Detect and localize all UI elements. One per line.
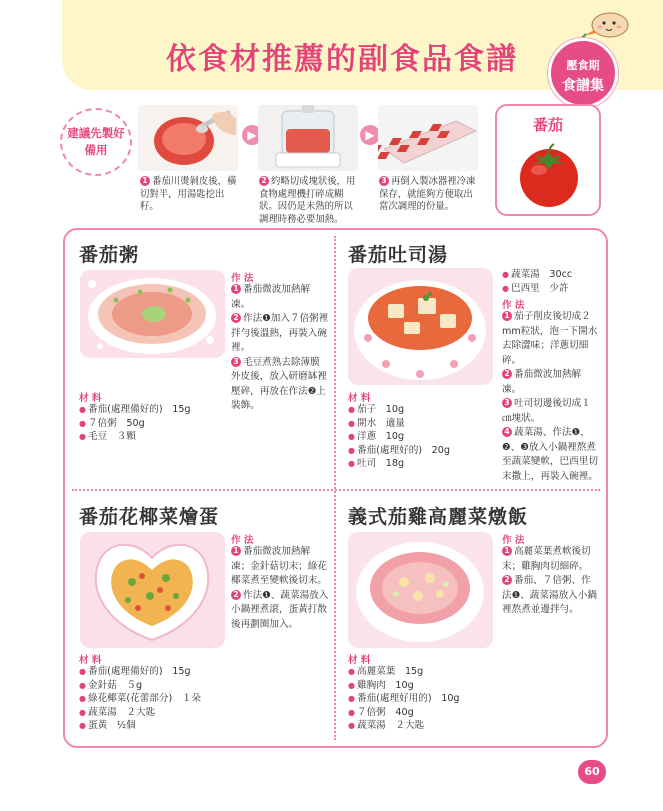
list-item: ● 金針菇 ５g [79,679,201,693]
recipe-title-tomato-toast-soup: 番茄吐司湯 [348,244,449,266]
recipe-steps [502,545,600,618]
step-number: 3 [231,357,241,367]
recipe-step [231,545,329,589]
step-number: 1 [502,311,512,321]
page-number: 60 [578,760,606,784]
recipe-title-tomato-porridge: 番茄粥 [79,244,140,266]
list-item: ● 洋蔥 10g [348,430,450,444]
step-text: 番茄、７倍粥、作法❶、蔬菜湯放入小鍋裡熬煮並邊拌勻。 [502,575,597,615]
recipe-title-tomato-broccoli-egg: 番茄花椰菜燴蛋 [79,506,220,528]
tomato-icon [513,138,585,210]
divider [334,236,336,740]
ingredients-label: 材 料 [79,393,102,404]
list-item: ● ７倍粥 50g [79,417,191,431]
list-item: ● 蔬菜湯 30cc [502,268,572,282]
prep-photo-ice-tray [378,105,478,171]
step-number: 3 [379,176,389,186]
recipe-step [502,426,600,484]
prep-ahead-tag: 建議先製好備用 [60,108,132,176]
recipe-step [502,545,600,574]
featured-ingredient-card [495,104,601,216]
arrow-right-icon: ▶ [242,125,262,145]
step-number: 2 [259,176,269,186]
recipe-step [502,574,600,618]
recipe-steps [231,283,329,414]
prep-photo-scoop [138,105,238,171]
dish-photo-tomato-toast-soup [348,268,493,385]
recipe-step [231,356,329,414]
step-text: 番茄微波加熱解凍。 [231,284,311,310]
list-item: ● 蔬菜湯 ２大匙 [79,706,201,720]
recipe-step [231,589,329,633]
prep-photo-processor [258,105,358,171]
prep-step-3-text: 再倒入製冰器裡冷凍保存，就能夠方便取出當次調理的份量。 [379,176,476,212]
ingredients-label: 材 料 [79,655,102,666]
divider [72,489,600,491]
mascot-illustration [580,8,634,40]
list-item: ● 番茄(處理備好的) 15g [79,665,201,679]
recipe-collection-badge [548,38,618,108]
step-number: 2 [231,590,241,600]
step-text: 作法❶、蔬菜湯放入小鍋裡煮滾，蛋黃打散後再劃圈加入。 [231,589,329,630]
step-number: 2 [231,313,241,323]
method-label: 作 法 [502,535,525,546]
list-item: ● 茄子 10g [348,403,450,417]
list-item: ● 番茄(處理好的) 20g [348,444,450,458]
step-text: 番茄微波加熱解凍；金針菇切末；綠花椰菜煮至變軟後切末。 [231,546,327,586]
dish-photo-italian-risotto [348,532,493,648]
recipe-step [502,368,600,397]
featured-ingredient-label: 番茄 [532,116,563,134]
recipe-steps [231,545,329,632]
method-label: 作 法 [231,535,254,546]
prep-step-2 [259,176,361,226]
list-item: ● 番茄(處理備好的) 15g [79,403,191,417]
top-ingredient-list [502,268,572,295]
prep-step-1-text: 番茄川燙剝皮後，橫切對半，用湯匙挖出籽。 [140,176,237,212]
step-number: 1 [231,284,241,294]
ingredient-list [79,665,201,733]
prep-step-1 [140,176,240,214]
recipe-step [231,312,329,356]
list-item: ● 吐司 18g [348,457,450,471]
method-label: 作 法 [502,300,525,311]
step-text: 茄子削皮後切成２mm粒狀，泡一下開水去除澀味；洋蔥切細碎。 [502,311,598,366]
step-number: 1 [231,546,241,556]
ingredient-list [79,403,191,444]
method-label: 作 法 [231,273,254,284]
step-text: 作法❶加入７倍粥裡拌勻後溫熱，再裝入碗裡。 [231,313,329,353]
page-title: 依食材推薦的副食品食譜 [166,42,518,77]
ingredients-label: 材 料 [348,655,371,666]
step-text: 吐司切邊後切成１㎝塊狀。 [502,398,591,424]
step-text: 番茄微波加熱解凍。 [502,369,582,395]
recipe-steps [502,310,600,484]
recipe-step [502,310,600,368]
list-item: ● 巴西里 少許 [502,282,572,296]
step-text: 蔬菜湯、作法❶、❷、❸放入小鍋裡熬煮至蔬菜變軟，巴西里切末撒上，再裝入碗裡。 [502,427,598,482]
dish-photo-tomato-porridge [80,270,225,358]
step-number: 4 [502,427,512,437]
ingredient-list [348,665,460,733]
step-number: 1 [140,176,150,186]
arrow-right-icon: ▶ [360,125,380,145]
prep-step-2-text: 約略切成塊狀後，用食物處理機打碎成糊狀。因仍是未熟的所以調理時務必要加熱。 [259,176,356,225]
list-item: ● 番茄(處理好用的) 10g [348,692,460,706]
recipe-step [502,397,600,426]
list-item: ● 蔬菜湯 ２大匙 [348,719,460,733]
list-item: ● 綠花椰菜(花蕾部分) １朵 [79,692,201,706]
list-item: ● 雞胸肉 10g [348,679,460,693]
badge-line-2: 食譜集 [562,78,604,94]
recipe-title-italian-chicken-cabbage-risotto: 義式茄雞高麗菜燉飯 [348,506,529,528]
ingredient-list [348,403,450,471]
list-item: ● 蛋黃 ½個 [79,719,201,733]
step-text: 毛豆煮熟去除薄膜外皮後，放入研磨缽裡壓碎，再放在作法❷上裝飾。 [231,356,327,411]
ingredients-label: 材 料 [348,393,371,404]
dish-photo-tomato-broccoli-egg [80,532,225,648]
list-item: ● 毛豆 ３顆 [79,430,191,444]
list-item: ● ７倍粥 40g [348,706,460,720]
list-item: ● 開水 適量 [348,417,450,431]
list-item: ● 高麗菜葉 15g [348,665,460,679]
step-number: 3 [502,398,512,408]
prep-step-3 [379,176,481,214]
step-number: 2 [502,369,512,379]
step-text: 高麗菜葉煮軟後切末；雞胸肉切細碎。 [502,546,591,572]
step-number: 2 [502,575,512,585]
recipe-step [231,283,329,312]
badge-line-1: 壓食期 [566,59,600,72]
step-number: 1 [502,546,512,556]
